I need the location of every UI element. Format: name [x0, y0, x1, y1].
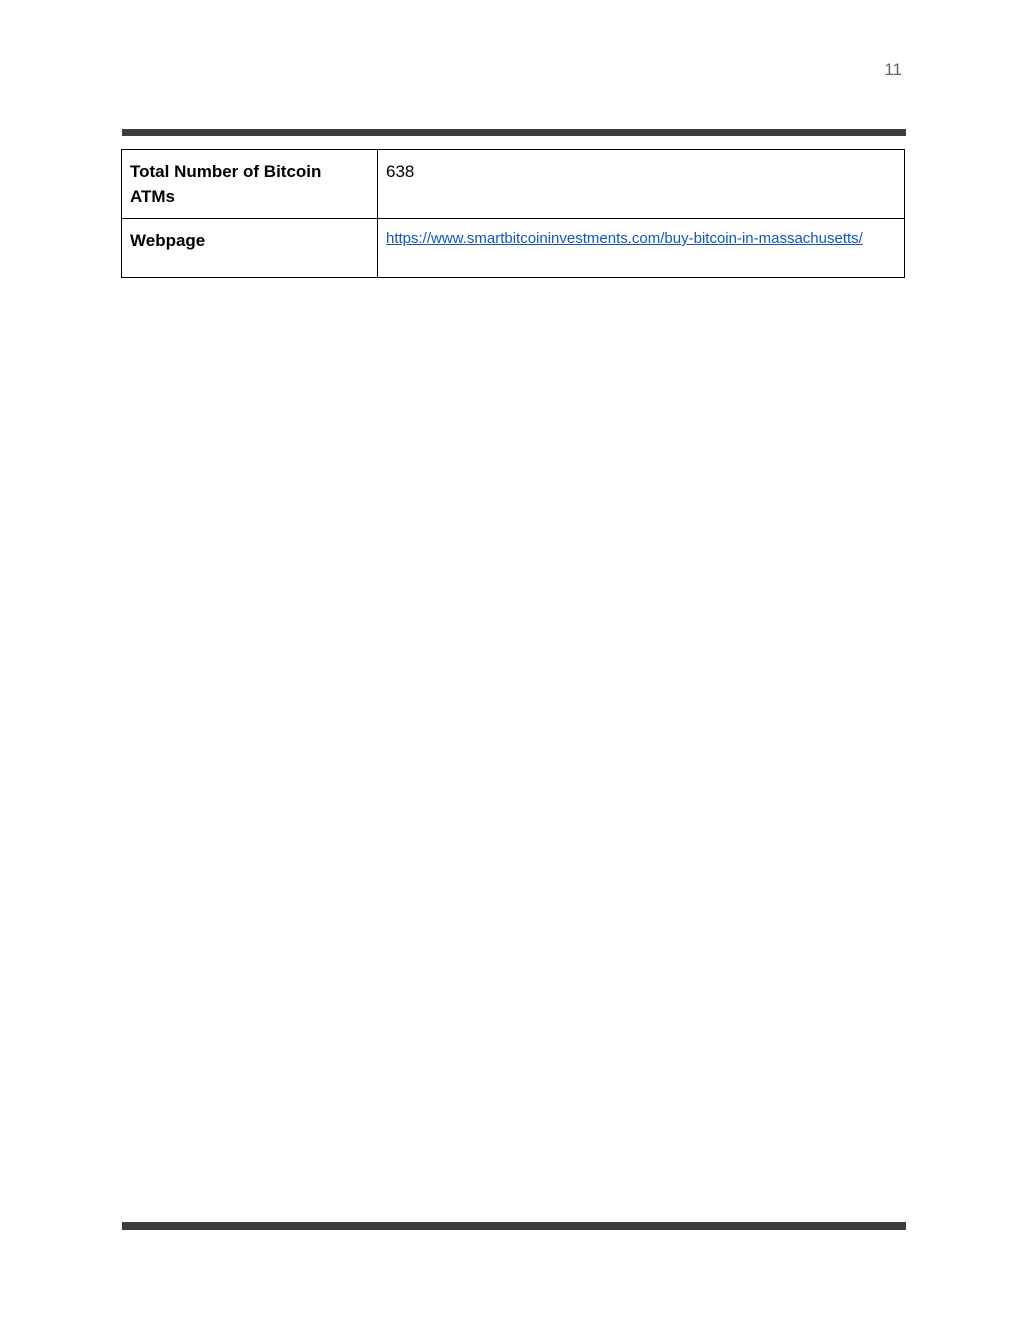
- webpage-label: Webpage: [122, 219, 378, 278]
- total-atms-label: Total Number of Bitcoin ATMs: [122, 150, 378, 219]
- total-atms-value: 638: [378, 150, 905, 219]
- page-number: 11: [884, 60, 902, 79]
- bottom-divider: [122, 1222, 906, 1230]
- webpage-value-cell: [378, 219, 905, 278]
- top-divider: [122, 129, 906, 136]
- bitcoin-atm-info-table: [121, 149, 905, 278]
- webpage-link[interactable]: https://www.smartbitcoininvestments.com/buy-bitcoin-in-massachusetts/: [386, 230, 863, 247]
- table-row: [122, 219, 905, 278]
- table-row: [122, 150, 905, 219]
